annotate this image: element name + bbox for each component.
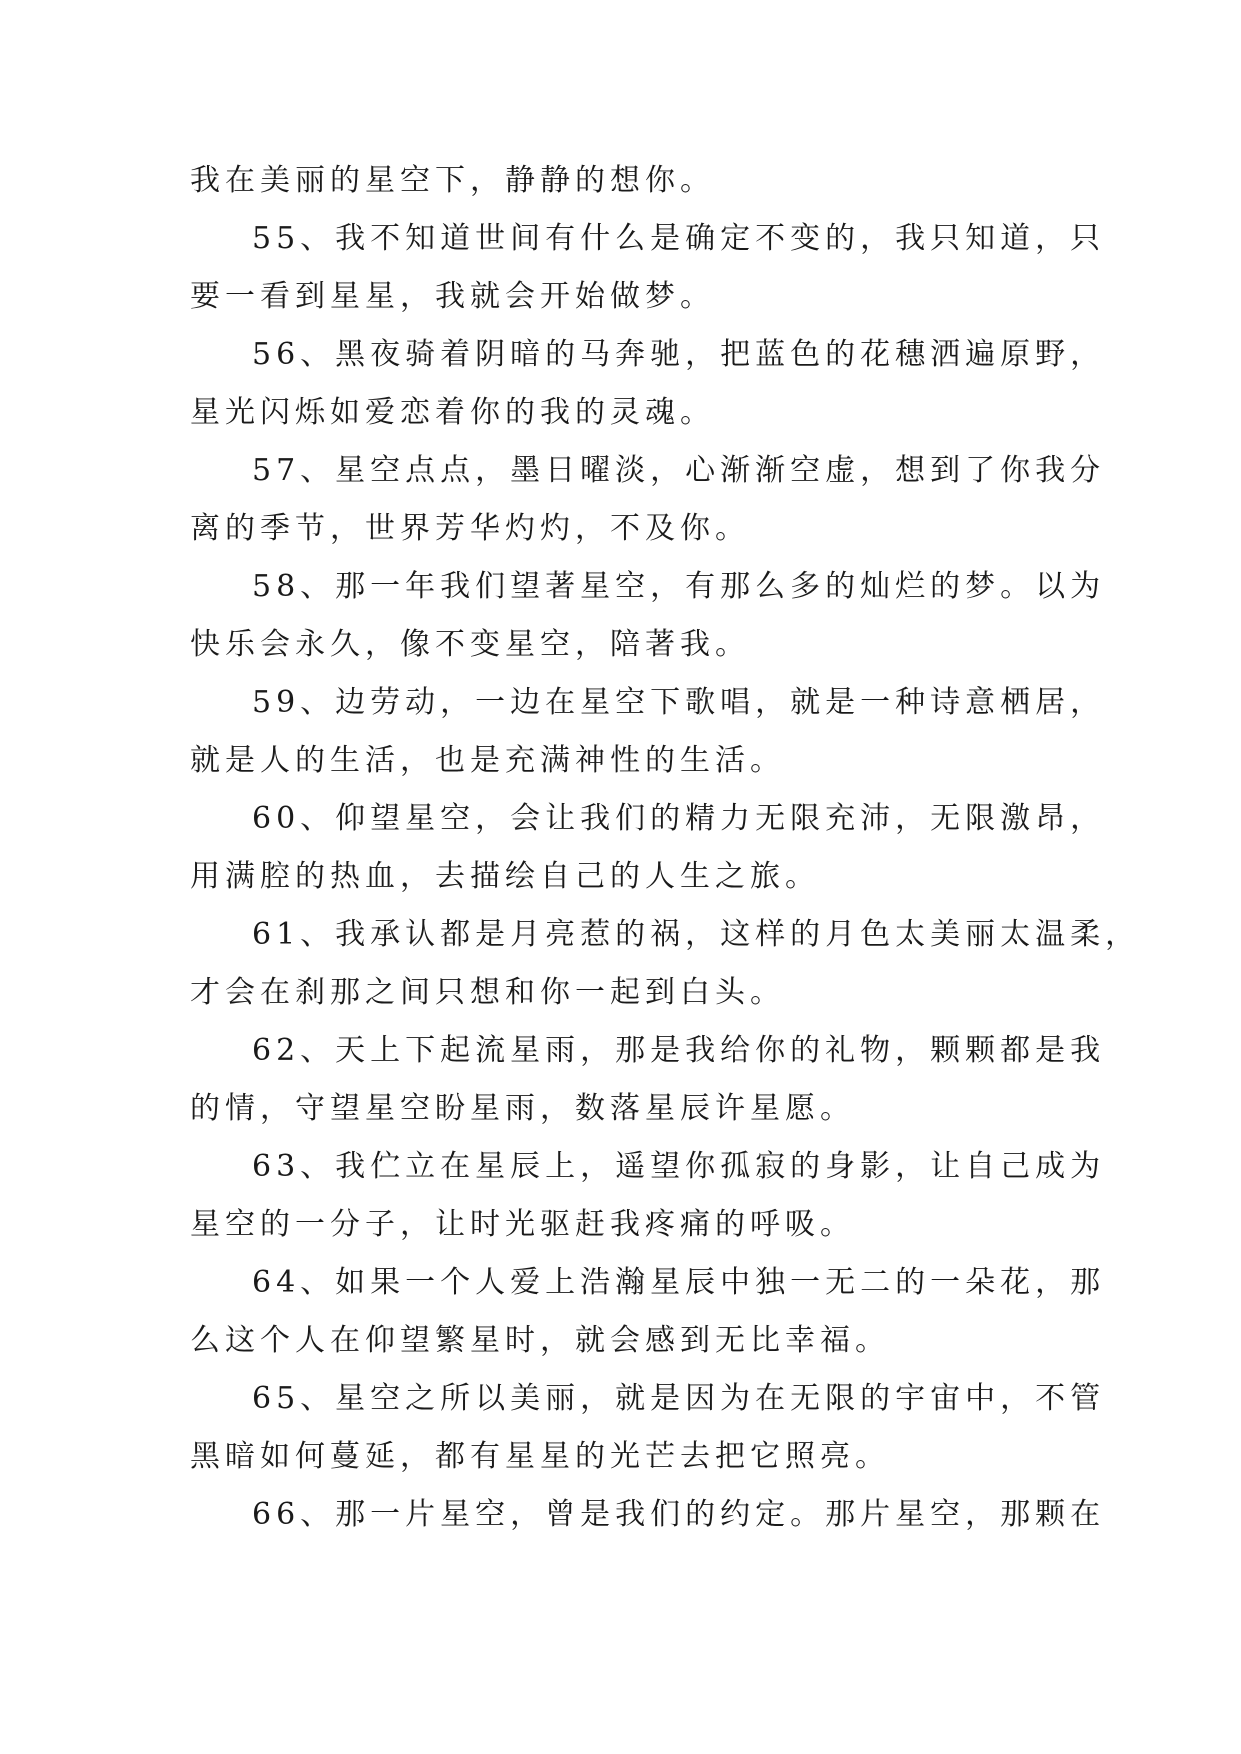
- text-line: 60、仰望星空，会让我们的精力无限充沛，无限激昂，: [252, 801, 1106, 836]
- text-line: 59、边劳动，一边在星空下歌唱，就是一种诗意栖居，: [252, 685, 1106, 720]
- document-body: [190, 152, 1141, 1544]
- paragraph-66: [190, 1486, 1106, 1544]
- text-line: 么这个人在仰望繁星时，就会感到无比幸福。: [190, 1323, 890, 1358]
- paragraph-56: [190, 326, 1106, 442]
- text-line: 黑暗如何蔓延，都有星星的光芒去把它照亮。: [190, 1439, 890, 1474]
- text-line: 63、我伫立在星辰上，遥望你孤寂的身影，让自己成为: [252, 1149, 1106, 1184]
- paragraph-continuation: [190, 152, 1050, 210]
- text-line: 56、黑夜骑着阴暗的马奔驰，把蓝色的花穗洒遍原野，: [252, 337, 1106, 372]
- paragraph-57: [190, 442, 1106, 558]
- text-line: 星光闪烁如爱恋着你的我的灵魂。: [190, 395, 715, 430]
- text-line: 57、星空点点，墨日曜淡，心渐渐空虚，想到了你我分: [252, 453, 1106, 488]
- text-line: 的情，守望星空盼星雨，数落星辰许星愿。: [190, 1091, 855, 1126]
- text-line: 61、我承认都是月亮惹的祸，这样的月色太美丽太温柔，: [252, 917, 1141, 952]
- text-line: 64、如果一个人爱上浩瀚星辰中独一无二的一朵花，那: [252, 1265, 1106, 1300]
- text-line: 55、我不知道世间有什么是确定不变的，我只知道，只: [252, 221, 1106, 256]
- text-line: 用满腔的热血，去描绘自己的人生之旅。: [190, 859, 820, 894]
- paragraph-55: [190, 210, 1106, 326]
- text-line: 就是人的生活，也是充满神性的生活。: [190, 743, 785, 778]
- text-line: 66、那一片星空，曾是我们的约定。那片星空，那颗在: [252, 1497, 1106, 1532]
- text-line: 才会在刹那之间只想和你一起到白头。: [190, 975, 785, 1010]
- text-line: 65、星空之所以美丽，就是因为在无限的宇宙中，不管: [252, 1381, 1106, 1416]
- text-line: 离的季节，世界芳华灼灼，不及你。: [190, 511, 750, 546]
- paragraph-58: [190, 558, 1106, 674]
- text-line: 星空的一分子，让时光驱赶我疼痛的呼吸。: [190, 1207, 855, 1242]
- text-line: 58、那一年我们望著星空，有那么多的灿烂的梦。以为: [252, 569, 1106, 604]
- text-line: 我在美丽的星空下，静静的想你。: [190, 163, 715, 198]
- text-line: 62、天上下起流星雨，那是我给你的礼物，颗颗都是我: [252, 1033, 1106, 1068]
- paragraph-62: [190, 1022, 1106, 1138]
- text-line: 要一看到星星，我就会开始做梦。: [190, 279, 715, 314]
- paragraph-61: [190, 906, 1141, 1022]
- paragraph-59: [190, 674, 1106, 790]
- text-line: 快乐会永久，像不变星空，陪著我。: [190, 627, 750, 662]
- paragraph-60: [190, 790, 1106, 906]
- paragraph-63: [190, 1138, 1106, 1254]
- paragraph-64: [190, 1254, 1106, 1370]
- paragraph-65: [190, 1370, 1106, 1486]
